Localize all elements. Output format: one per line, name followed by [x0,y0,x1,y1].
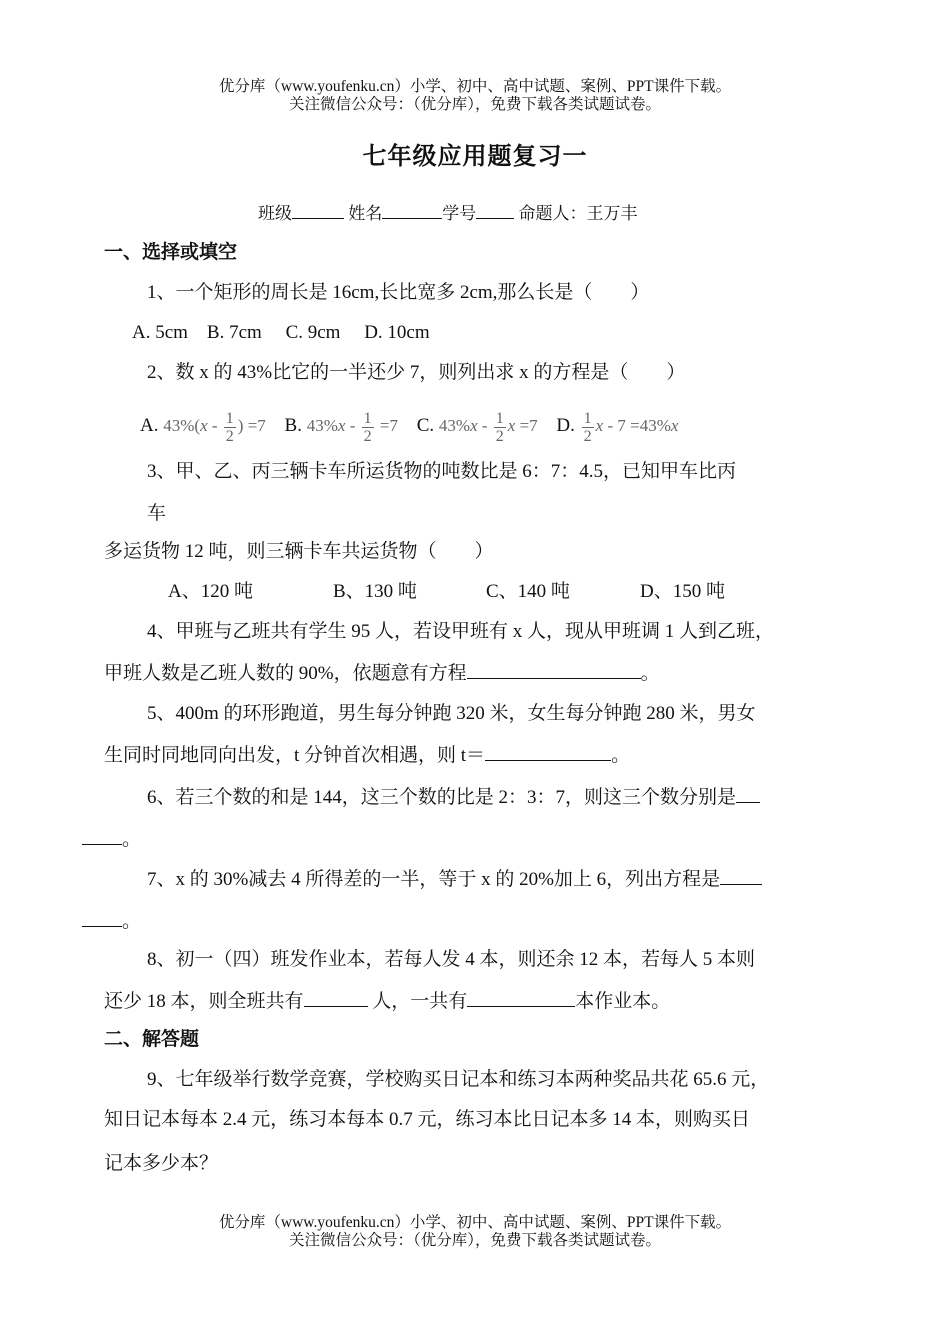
q5-line-1: 5、400m 的环形跑道，男生每分钟跑 320 米，女生每分钟跑 280 米，男女 [147,703,756,724]
q3-line-3: 多运货物 12 吨，则三辆卡车共运货物（ ） [104,541,494,562]
q4-line-2: 甲班人数是乙班人数的 90%，依题意有方程 。 [104,660,660,686]
q2-option-a-formula: 43%(x - $\frac{1}{2}$ ) =7 [163,409,266,445]
q7-line-2: 。 [82,908,141,934]
section-2-heading: 二、解答题 [104,1029,200,1050]
q2-option-c-formula: 43%x - $\frac{1}{2}$ x =7 [438,409,538,445]
q8-students-blank [304,988,368,1007]
q2-option-b-label: B. [284,415,302,436]
page-title: 七年级应用题复习一 [362,144,588,170]
q6-answer-blank-2 [82,826,122,845]
q3-option-a: A、120 吨 [168,581,253,602]
header-line-1: 优分库（www.youfenku.cn）小学、初中、高中试题、案例、PPT课件下载。 [218,78,732,95]
q2-option-c-label: C. [416,415,435,436]
info-line [258,200,638,226]
q6-line-2: 。 [82,826,141,852]
name-blank [382,200,442,219]
q7-line-1: 7、x 的 30%减去 4 所得差的一半，等于 x 的 20%加上 6，列出方程是 [147,866,762,892]
q1-options: A. 5cm B. 7cm C. 9cm D. 10cm [132,322,430,343]
q3-line-1: 3、甲、乙、丙三辆卡车所运货物的吨数比是 6：7：4.5，已知甲车比丙 [147,461,737,482]
q3-option-c: C、140 吨 [486,581,570,602]
class-blank [292,200,344,219]
q2-fraction-b: $\frac{1}{2}$ [363,409,372,445]
q2-fraction-d: $\frac{1}{2}$ [583,409,592,445]
q6-line-1: 6、若三个数的和是 144，这三个数的比是 2：3：7，则这三个数分别是 [147,784,760,810]
q2-text: 2、数 x 的 43%比它的一半还少 7，则列出求 x 的方程是（ ） [147,362,686,383]
q2-option-d-formula: $\frac{1}{2}$ x - 7 =43%x [583,409,679,445]
q5-answer-blank [485,742,611,761]
q2-fraction-c: $\frac{1}{2}$ [495,409,504,445]
q7-answer-blank-2 [82,908,122,927]
q7-answer-blank-1 [720,866,762,885]
q8-line-1: 8、初一（四）班发作业本，若每人发 4 本，则还余 12 本，若每人 5 本则 [147,949,756,970]
author: 命题人：王万丰 [518,204,638,223]
q1-text: 1、一个矩形的周长是 16cm,长比宽多 2cm,那么长是（ ） [147,282,650,303]
q5-line-2: 生同时同地同向出发，t 分钟首次相遇，则 t＝ 。 [104,742,630,768]
q2-option-d-label: D. [556,415,575,436]
footer-line-2: 关注微信公众号：（优分库），免费下载各类试题试卷。 [288,1232,661,1249]
name-label: 姓名 [348,204,383,223]
q4-answer-blank [467,660,641,679]
q2-option-a-label: A. [140,415,159,436]
q9-line-3: 记本多少本？ [104,1153,219,1174]
number-label: 学号 [442,204,477,223]
section-1-heading: 一、选择或填空 [104,242,238,263]
header-line-2: 关注微信公众号：（优分库），免费下载各类试题试卷。 [288,96,661,113]
footer-line-1: 优分库（www.youfenku.cn）小学、初中、高中试题、案例、PPT课件下载。 [218,1214,732,1231]
q4-line-1: 4、甲班与乙班共有学生 95 人，若设甲班有 x 人，现从甲班调 1 人到乙班， [147,621,775,642]
q8-line-2: 还少 18 本，则全班共有 人，一共有 本作业本。 [104,988,670,1014]
q2-option-b-formula: 43%x - $\frac{1}{2}$ =7 [306,409,398,445]
q9-line-2: 知日记本每本 2.4 元，练习本每本 0.7 元，练习本比日记本多 14 本，则购买日 [104,1109,751,1130]
number-blank [476,200,514,219]
q6-answer-blank-1 [736,784,760,803]
q3-line-2: 车 [147,503,167,524]
q2-options [140,402,678,450]
q8-books-blank [467,988,575,1007]
q3-option-b: B、130 吨 [333,581,417,602]
q9-line-1: 9、七年级举行数学竞赛，学校购买日记本和练习本两种奖品共花 65.6 元， [147,1069,770,1090]
q2-fraction-a: $\frac{1}{2}$ [225,409,234,445]
class-label: 班级 [258,204,292,223]
q3-option-d: D、150 吨 [640,581,725,602]
